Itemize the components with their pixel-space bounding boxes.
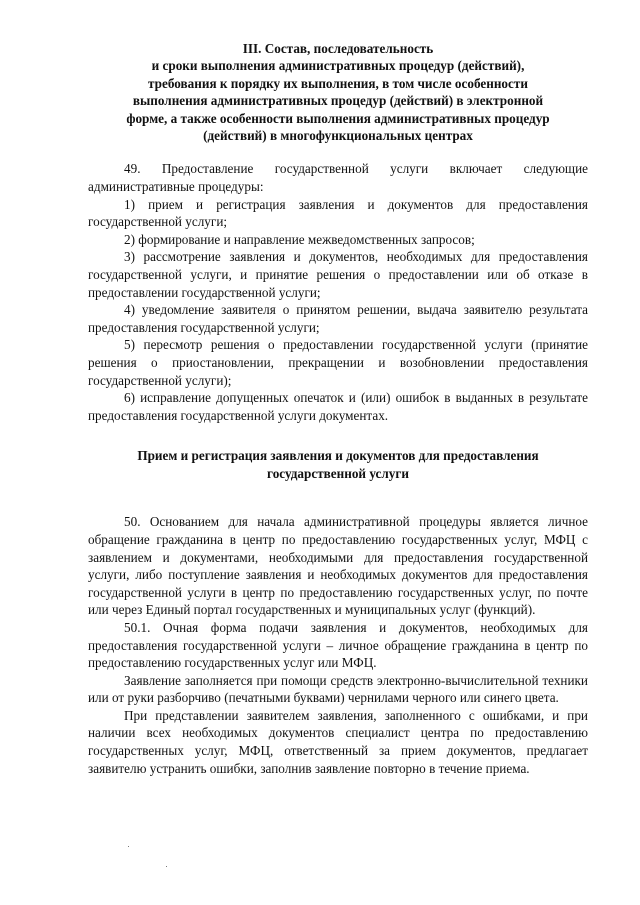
list-item-6: 6) исправление допущенных опечаток и (или) ошибок в выданных в результате предоставления государственной услуги документах. [88,390,588,423]
section-title-line: и сроки выполнения административных процедур (действий), [151,58,525,74]
section-title [88,40,588,144]
subsection-title-line: Прием и регистрация заявления и документов для предоставления [137,448,539,464]
document-body [88,40,588,777]
paragraph-49: 49. Предоставление государственной услуги включает следующие административные процедуры: [88,161,588,195]
scan-speck [166,866,167,867]
subsection-title [88,447,588,483]
list-item-2: 2) формирование и направление межведомственных запросов; [124,231,475,247]
section-title-line: форме, а также особенности выполнения административных процедур [126,110,550,126]
scan-speck [128,846,129,847]
section-title-line: (действий) в многофункциональных центрах [203,128,473,144]
paragraph-50-1: 50.1. Очная форма подачи заявления и документов, необходимых для предоставления государственной услуги – личное обращение гражданина в центр по предоставлению государственных услуг или МФЦ. [88,619,588,671]
section-title-line: требования к порядку их выполнения, в том числе особенности [148,75,528,91]
paragraph-application-form: Заявление заполняется при помощи средств электронно-вычислительной техники или от руки разборчиво (печатными буквами) чернилами черного или синего цвета. [88,672,588,706]
paragraph-50: 50. Основанием для начала административной процедуры является личное обращение гражданина в центр по предоставлению государственных услуг, МФЦ с заявлением и документами, необходимыми для предоставления государственной услуги, либо поступление заявления и необходимых документов для предоставления государственной услуги в центр по предоставлению государственных услуг, по почте или через Единый портал государственных и муниципальных услуг (функций). [88,514,588,618]
list-item-3: 3) рассмотрение заявления и документов, необходимых для предоставления государственной услуги, и принятие решения о предоставлении или об отказе в предоставлении государственной услуги; [88,249,588,300]
paragraph-errors: При представлении заявителем заявления, заполненного с ошибками, и при наличии всех необходимых документов специалист центра по предоставлению государственных услуг, МФЦ, ответственный за прием документов, предлагает заявителю устранить ошибки, заполнив заявление повторно в течение приема. [88,707,588,776]
list-item-4: 4) уведомление заявителя о принятом решении, выдача заявителю результата предоставления государственной услуги; [88,302,588,335]
list-item-1: 1) прием и регистрация заявления и документов для предоставления государственной услуги; [88,196,588,230]
subsection-title-line: государственной услуги [267,466,409,482]
list-item-5: 5) пересмотр решения о предоставлении государственной услуги (принятие решения о приостановлении, прекращении и возобновлении предоставления государственной услуги); [88,337,588,388]
section-title-line: выполнения административных процедур (действий) в электронной [132,93,544,109]
section-title-line: III. Состав, последовательность [242,41,434,56]
